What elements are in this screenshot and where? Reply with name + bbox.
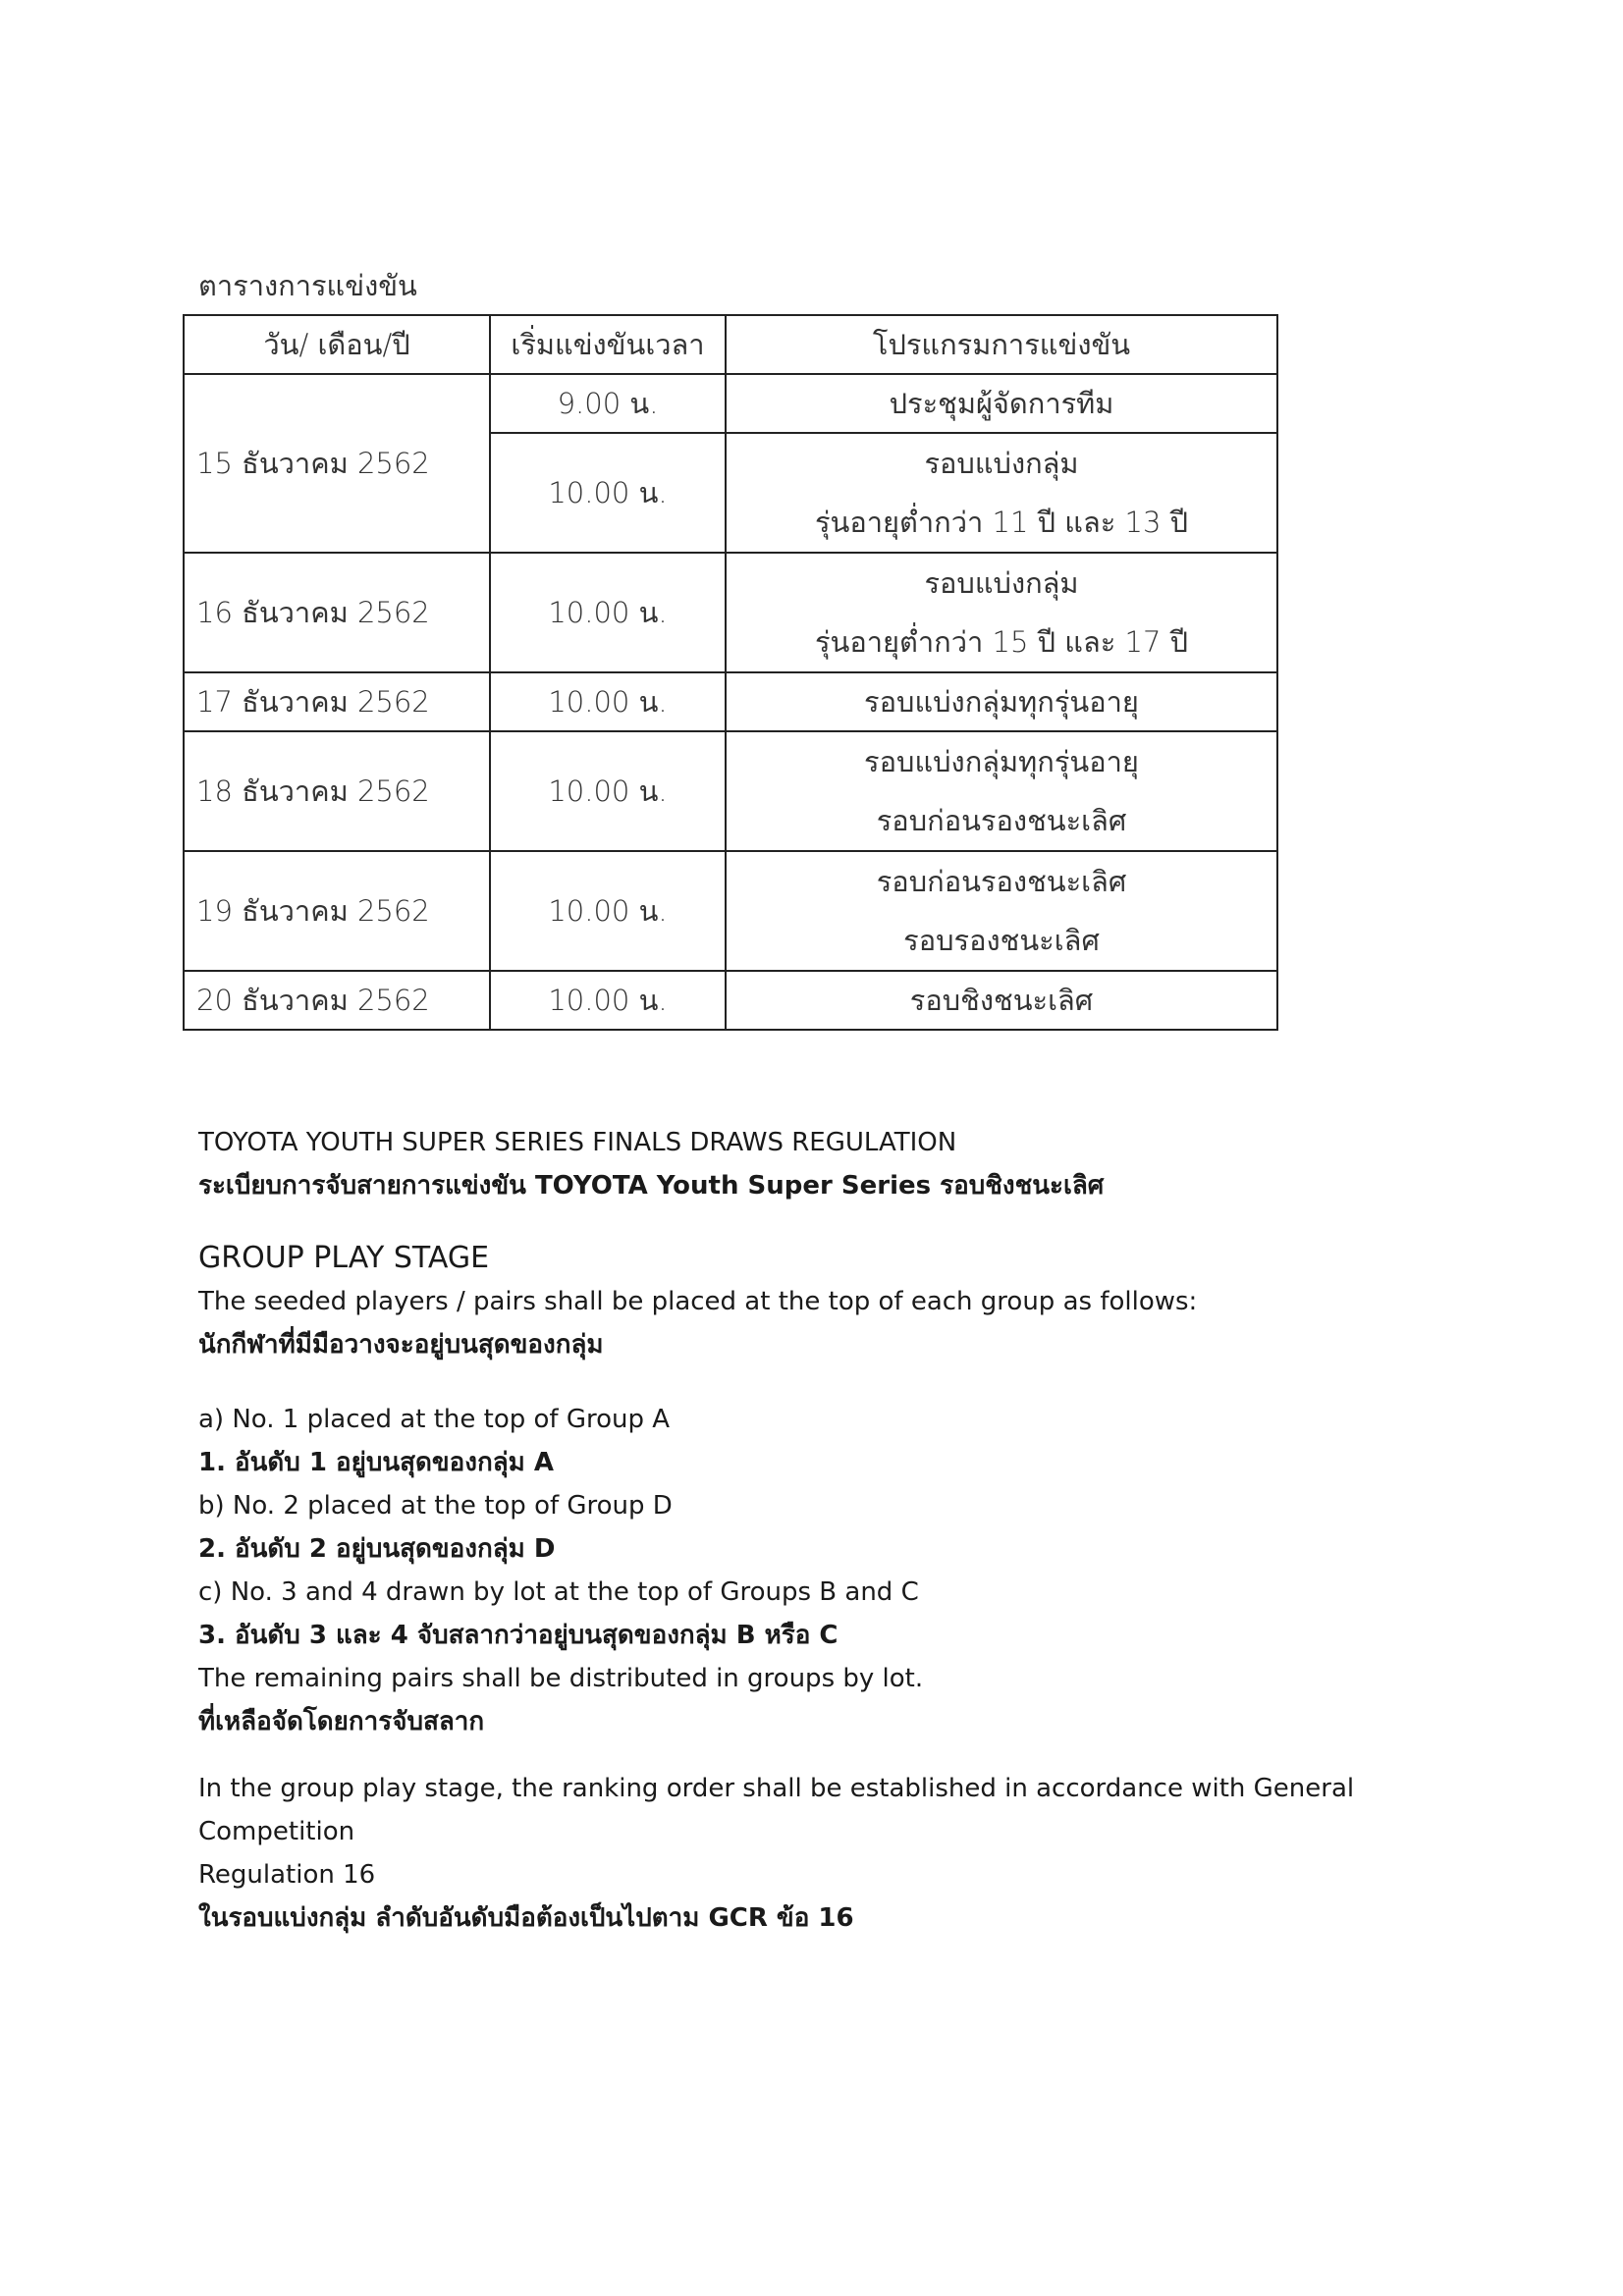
program-line: รอบรองชนะเลิศ [903, 924, 1100, 957]
row-time: 10.00 น. [490, 672, 726, 731]
ranking-block [198, 1767, 1435, 1940]
row-program [726, 553, 1277, 672]
row-program [726, 731, 1277, 851]
list-item: b) No. 2 placed at the top of Group D [198, 1491, 673, 1521]
list-item: c) No. 3 and 4 drawn by lot at the top of Groups B and C [198, 1577, 919, 1607]
list-item: 3. อันดับ 3 และ 4 จับสลากว่าอยู่บนสุดของกลุ่ม B หรือ C [198, 1621, 839, 1650]
ranking-en-line2: Regulation 16 [198, 1860, 376, 1890]
row-time: 10.00 น. [490, 553, 726, 672]
row-date: 15 ธันวาคม 2562 [184, 374, 490, 553]
program-line: รอบแบ่งกลุ่ม [924, 566, 1079, 600]
row-program: รอบแบ่งกลุ่มทุกรุ่นอายุ [726, 672, 1277, 731]
table-row [184, 971, 1277, 1030]
intro-en: The seeded players / pairs shall be placed at the top of each group as follows: [198, 1287, 1198, 1316]
schedule-table [183, 314, 1278, 1031]
header-time: เริ่มแข่งขันเวลา [490, 315, 726, 374]
row-time: 9.00 น. [490, 374, 726, 433]
regulation-title-en: TOYOTA YOUTH SUPER SERIES FINALS DRAWS REGULATION [198, 1128, 957, 1157]
row-time: 10.00 น. [490, 731, 726, 851]
row-date: 20 ธันวาคม 2562 [184, 971, 490, 1030]
stage-heading: GROUP PLAY STAGE [198, 1241, 490, 1275]
program-line: รุ่นอายุต่ำกว่า 15 ปี และ 17 ปี [814, 625, 1189, 659]
table-row [184, 672, 1277, 731]
table-row [184, 731, 1277, 851]
row-program [726, 851, 1277, 971]
regulation-title-th: ระเบียบการจับสายการแข่งขัน TOYOTA Youth Super Series รอบชิงชนะเลิศ [198, 1171, 1105, 1201]
program-line: รอบแบ่งกลุ่ม [924, 447, 1079, 480]
ranking-en-line1: In the group play stage, the ranking order shall be established in accordance with General Competition [198, 1774, 1355, 1846]
table-header-row [184, 315, 1277, 374]
table-row [184, 374, 1277, 433]
row-date: 16 ธันวาคม 2562 [184, 553, 490, 672]
row-program: ประชุมผู้จัดการทีม [726, 374, 1277, 433]
table-row [184, 851, 1277, 971]
program-line: รอบก่อนรองชนะเลิศ [876, 804, 1127, 837]
program-line: รอบแบ่งกลุ่มทุกรุ่นอายุ [864, 745, 1139, 778]
row-time: 10.00 น. [490, 971, 726, 1030]
intro-th: นักกีฬาที่มีมือวางจะอยู่บนสุดของกลุ่ม [198, 1330, 604, 1360]
seeding-list [198, 1398, 1435, 1743]
row-program [726, 433, 1277, 553]
list-item: 2. อันดับ 2 อยู่บนสุดของกลุ่ม D [198, 1534, 556, 1564]
row-date: 17 ธันวาคม 2562 [184, 672, 490, 731]
row-date: 19 ธันวาคม 2562 [184, 851, 490, 971]
program-line: รอบก่อนรองชนะเลิศ [876, 865, 1127, 898]
list-item: ที่เหลือจัดโดยการจับสลาก [198, 1707, 485, 1736]
row-program: รอบชิงชนะเลิศ [726, 971, 1277, 1030]
table-row [184, 553, 1277, 672]
group-stage-block [198, 1237, 1435, 1366]
header-program: โปรแกรมการแข่งขัน [726, 315, 1277, 374]
ranking-th: ในรอบแบ่งกลุ่ม ลำดับอันดับมือต้องเป็นไปตาม GCR ข้อ 16 [198, 1903, 854, 1933]
row-date: 18 ธันวาคม 2562 [184, 731, 490, 851]
list-item: The remaining pairs shall be distributed in groups by lot. [198, 1664, 924, 1693]
regulation-title-block [198, 1121, 1435, 1207]
list-item: 1. อันดับ 1 อยู่บนสุดของกลุ่ม A [198, 1448, 554, 1477]
header-date: วัน/ เดือน/ปี [184, 315, 490, 374]
program-line: รุ่นอายุต่ำกว่า 11 ปี และ 13 ปี [814, 506, 1189, 539]
row-time: 10.00 น. [490, 851, 726, 971]
schedule-caption: ตารางการแข่งขัน [198, 269, 417, 302]
row-time: 10.00 น. [490, 433, 726, 553]
list-item: a) No. 1 placed at the top of Group A [198, 1405, 671, 1434]
